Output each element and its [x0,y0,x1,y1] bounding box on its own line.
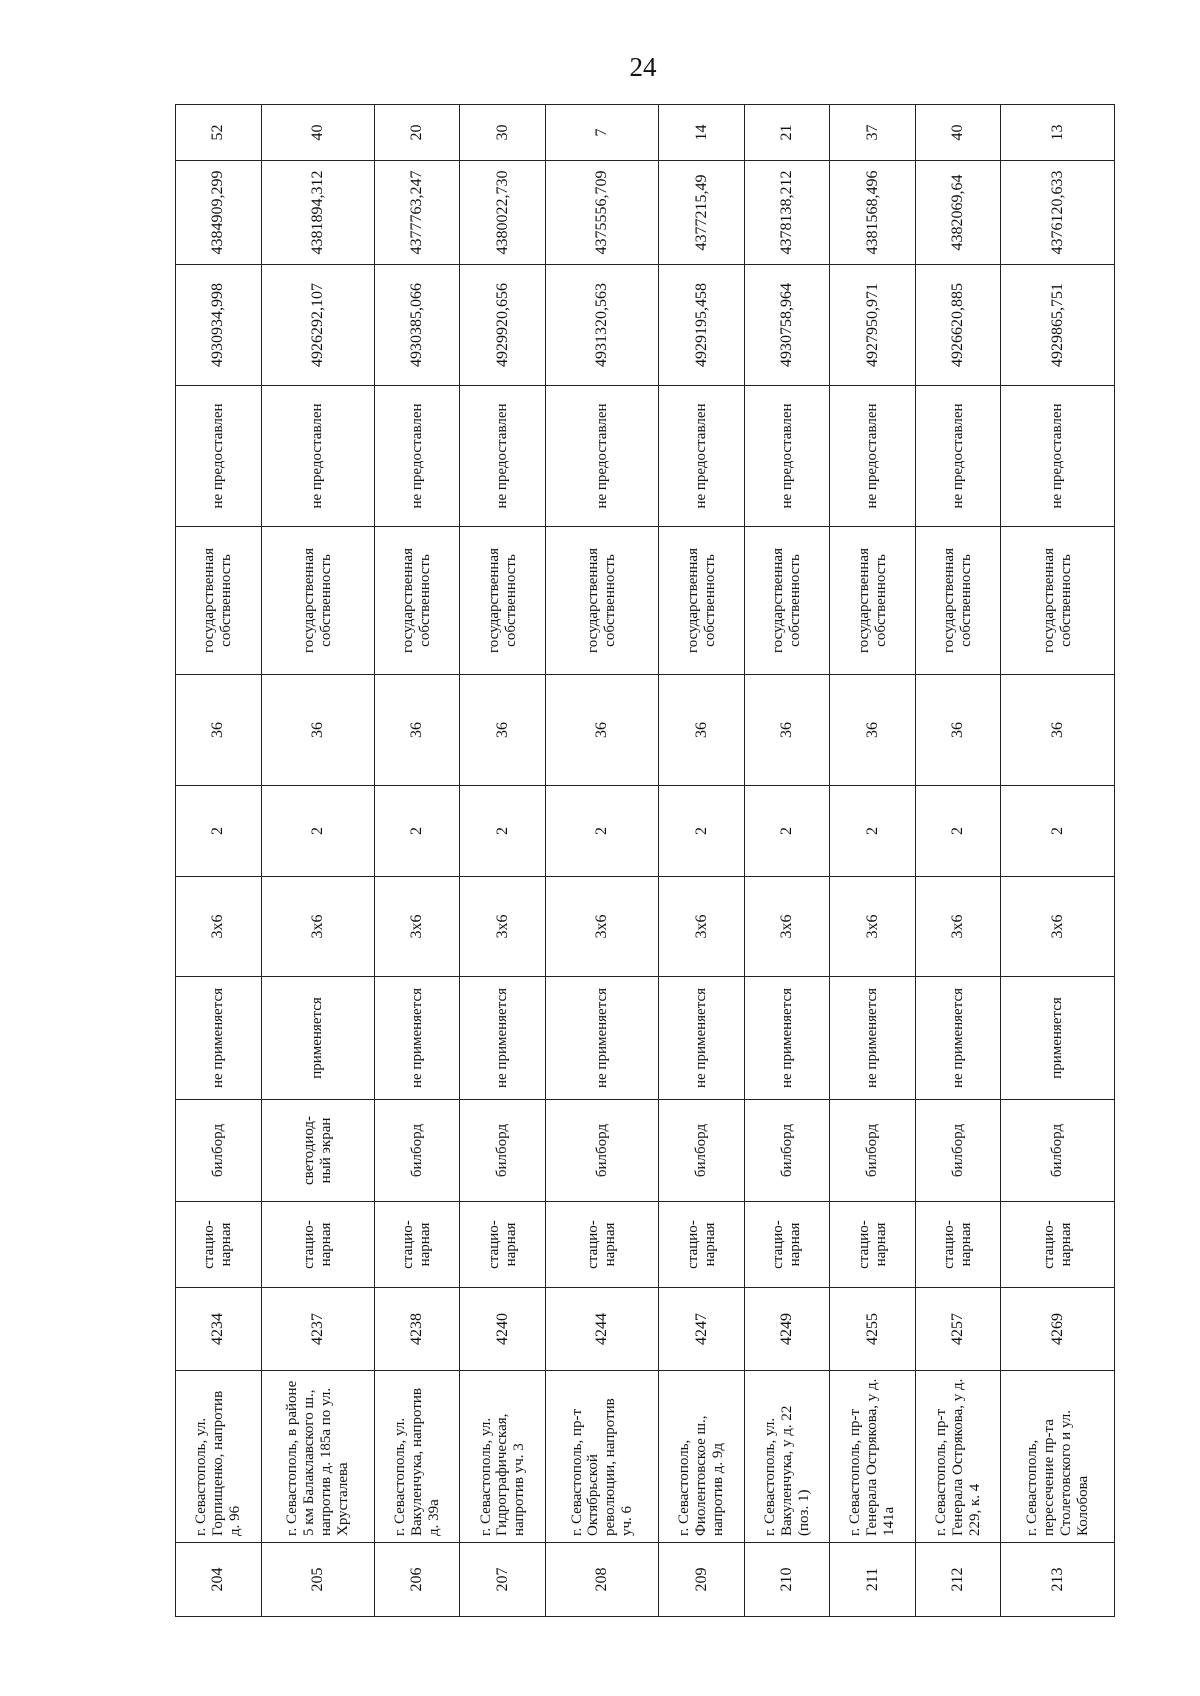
structure-kind-cell: стацио-нарная [460,1202,546,1288]
row-number: 212 [915,1543,1001,1617]
area-cell: 36 [1001,675,1115,786]
structure-kind-cell: стацио-нарная [176,1202,262,1288]
area-cell: 36 [176,675,262,786]
cadastral-number-cell: не предоставлен [830,386,916,527]
last-column-cell: 21 [744,105,830,161]
structure-code-cell: 4257 [915,1288,1001,1371]
address-cell: г. Севастополь, пересечение пр-та Столетовского и ул. Колобова [1001,1371,1115,1543]
address-cell: г. Севастополь, пр-т Генерала Острякова, у д. 141а [830,1371,916,1543]
structure-kind-cell: стацио-нарная [1001,1202,1115,1288]
size-cell: 3х6 [545,877,658,977]
ownership-cell: государственная собственность [1001,527,1115,675]
structure-code-cell: 4234 [176,1288,262,1371]
cadastral-number-cell: не предоставлен [460,386,546,527]
table-row [176,105,262,1617]
row-number: 207 [460,1543,546,1617]
row-number: 213 [1001,1543,1115,1617]
coordinate-y-cell: 4377763,247 [374,161,460,265]
coordinate-y-cell: 4382069,64 [915,161,1001,265]
address-cell: г. Севастополь, ул. Вакуленчука, напротив д. 39а [374,1371,460,1543]
page-number: 24 [629,52,657,82]
last-column-cell: 30 [460,105,546,161]
size-cell: 3х6 [374,877,460,977]
coordinate-y-cell: 4381568,496 [830,161,916,265]
sides-cell: 2 [1001,786,1115,877]
coordinate-y-cell: 4378138,212 [744,161,830,265]
area-cell: 36 [830,675,916,786]
last-column-cell: 14 [659,105,745,161]
structure-code-cell: 4244 [545,1288,658,1371]
size-cell: 3х6 [915,877,1001,977]
sides-cell: 2 [545,786,658,877]
structure-type-cell: билборд [176,1100,262,1202]
size-cell: 3х6 [261,877,374,977]
size-cell: 3х6 [659,877,745,977]
structure-type-cell: билборд [1001,1100,1115,1202]
cadastral-number-cell: не предоставлен [374,386,460,527]
coordinate-x-cell: 4929195,458 [659,265,745,386]
ownership-cell: государственная собственность [176,527,262,675]
size-cell: 3х6 [1001,877,1115,977]
cadastral-number-cell: не предоставлен [659,386,745,527]
structure-kind-cell: стацио-нарная [915,1202,1001,1288]
ownership-cell: государственная собственность [460,527,546,675]
sides-cell: 2 [261,786,374,877]
table-row [659,105,745,1617]
structure-kind-cell: стацио-нарная [545,1202,658,1288]
lighting-cell: не применяется [374,977,460,1100]
area-cell: 36 [744,675,830,786]
row-number: 211 [830,1543,916,1617]
area-cell: 36 [659,675,745,786]
structure-type-cell: билборд [915,1100,1001,1202]
coordinate-x-cell: 4930934,998 [176,265,262,386]
coordinate-y-cell: 4376120,633 [1001,161,1115,265]
size-cell: 3х6 [744,877,830,977]
structure-type-cell: билборд [545,1100,658,1202]
structure-type-cell: билборд [374,1100,460,1202]
structure-type-cell: билборд [744,1100,830,1202]
area-cell: 36 [545,675,658,786]
lighting-cell: не применяется [659,977,745,1100]
coordinate-y-cell: 4381894,312 [261,161,374,265]
lighting-cell: не применяется [545,977,658,1100]
structure-code-cell: 4237 [261,1288,374,1371]
area-cell: 36 [915,675,1001,786]
coordinate-y-cell: 4377215,49 [659,161,745,265]
last-column-cell: 20 [374,105,460,161]
lighting-cell: не применяется [744,977,830,1100]
table-body [176,105,1115,1617]
ownership-cell: государственная собственность [659,527,745,675]
address-cell: г. Севастополь, ул. Вакуленчука, у д. 22 (поз. 1) [744,1371,830,1543]
ownership-cell: государственная собственность [744,527,830,675]
row-number: 204 [176,1543,262,1617]
table-row [915,105,1001,1617]
last-column-cell: 40 [915,105,1001,161]
rotated-table-container [175,105,1115,1617]
sides-cell: 2 [176,786,262,877]
ownership-cell: государственная собственность [915,527,1001,675]
table-region [175,105,1115,1617]
coordinate-x-cell: 4927950,971 [830,265,916,386]
table-row [460,105,546,1617]
ownership-cell: государственная собственность [261,527,374,675]
row-number: 209 [659,1543,745,1617]
row-number: 206 [374,1543,460,1617]
size-cell: 3х6 [460,877,546,977]
lighting-cell: не применяется [915,977,1001,1100]
structure-kind-cell: стацио-нарная [374,1202,460,1288]
coordinate-x-cell: 4926292,107 [261,265,374,386]
structure-type-cell: светодиод-ный экран [261,1100,374,1202]
row-number: 205 [261,1543,374,1617]
cadastral-number-cell: не предоставлен [261,386,374,527]
lighting-cell: применяется [261,977,374,1100]
structure-kind-cell: стацио-нарная [659,1202,745,1288]
row-number: 210 [744,1543,830,1617]
table-row [830,105,916,1617]
structure-code-cell: 4238 [374,1288,460,1371]
structure-kind-cell: стацио-нарная [261,1202,374,1288]
row-number: 208 [545,1543,658,1617]
coordinate-y-cell: 4384909,299 [176,161,262,265]
coordinate-x-cell: 4926620,885 [915,265,1001,386]
structure-type-cell: билборд [460,1100,546,1202]
ownership-cell: государственная собственность [830,527,916,675]
area-cell: 36 [374,675,460,786]
coordinate-y-cell: 4375556,709 [545,161,658,265]
coordinate-x-cell: 4930385,066 [374,265,460,386]
sides-cell: 2 [460,786,546,877]
sides-cell: 2 [374,786,460,877]
structure-code-cell: 4249 [744,1288,830,1371]
table-row [1001,105,1115,1617]
structure-kind-cell: стацио-нарная [744,1202,830,1288]
coordinate-x-cell: 4931320,563 [545,265,658,386]
structure-type-cell: билборд [830,1100,916,1202]
cadastral-number-cell: не предоставлен [176,386,262,527]
coordinate-x-cell: 4929920,656 [460,265,546,386]
address-cell: г. Севастополь, в районе 5 км Балаклавского ш., напротив д. 185а по ул. Хрусталева [261,1371,374,1543]
lighting-cell: не применяется [830,977,916,1100]
last-column-cell: 40 [261,105,374,161]
structure-code-cell: 4247 [659,1288,745,1371]
ownership-cell: государственная собственность [374,527,460,675]
advertising-structures-table [175,104,1115,1617]
last-column-cell: 37 [830,105,916,161]
structure-code-cell: 4269 [1001,1288,1115,1371]
sides-cell: 2 [915,786,1001,877]
address-cell: г. Севастополь, пр-т Генерала Острякова, у д. 229, к. 4 [915,1371,1001,1543]
structure-type-cell: билборд [659,1100,745,1202]
structure-code-cell: 4240 [460,1288,546,1371]
table-row [261,105,374,1617]
sides-cell: 2 [830,786,916,877]
structure-kind-cell: стацио-нарная [830,1202,916,1288]
area-cell: 36 [460,675,546,786]
coordinate-x-cell: 4929865,751 [1001,265,1115,386]
sides-cell: 2 [744,786,830,877]
area-cell: 36 [261,675,374,786]
structure-code-cell: 4255 [830,1288,916,1371]
cadastral-number-cell: не предоставлен [915,386,1001,527]
lighting-cell: применяется [1001,977,1115,1100]
last-column-cell: 13 [1001,105,1115,161]
size-cell: 3х6 [830,877,916,977]
coordinate-y-cell: 4380022,730 [460,161,546,265]
cadastral-number-cell: не предоставлен [545,386,658,527]
table-row [744,105,830,1617]
sides-cell: 2 [659,786,745,877]
cadastral-number-cell: не предоставлен [744,386,830,527]
lighting-cell: не применяется [176,977,262,1100]
address-cell: г. Севастополь, ул. Гидрографическая, напротив уч. 3 [460,1371,546,1543]
address-cell: г. Севастополь, Фиолентовское ш., напротив д. 9д [659,1371,745,1543]
ownership-cell: государственная собственность [545,527,658,675]
address-cell: г. Севастополь, ул. Горпищенко, напротив д. 96 [176,1371,262,1543]
coordinate-x-cell: 4930758,964 [744,265,830,386]
address-cell: г. Севастополь, пр-т Октябрьской революции, напротив уч. 6 [545,1371,658,1543]
last-column-cell: 52 [176,105,262,161]
size-cell: 3х6 [176,877,262,977]
last-column-cell: 7 [545,105,658,161]
table-row [545,105,658,1617]
table-row [374,105,460,1617]
lighting-cell: не применяется [460,977,546,1100]
cadastral-number-cell: не предоставлен [1001,386,1115,527]
